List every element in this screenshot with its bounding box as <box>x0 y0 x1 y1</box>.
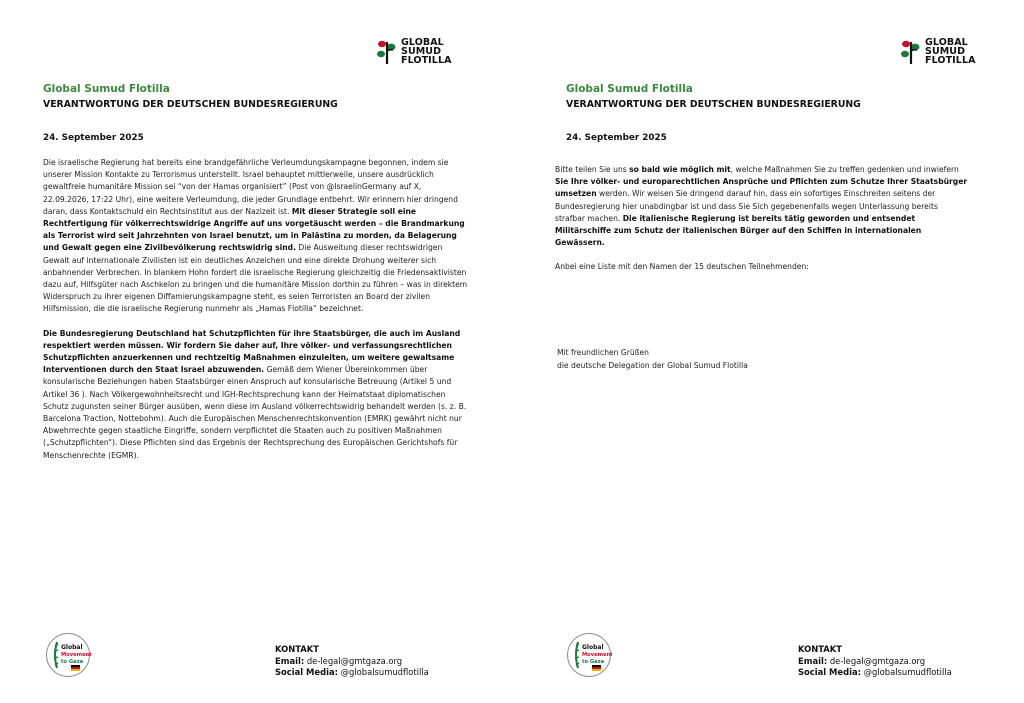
closing-signature: die deutsche Delegation der Global Sumud Flotilla <box>557 360 748 370</box>
flotilla-leaf-icon <box>376 39 398 65</box>
document-subtitle: VERANTWORTUNG DER DEUTSCHEN BUNDESREGIERUNG <box>566 99 861 110</box>
document-page-2 <box>512 0 1024 703</box>
letter-body <box>43 157 468 474</box>
email-value[interactable]: de-legal@gmtgaza.org <box>827 655 926 666</box>
social-label: Social Media: <box>798 667 861 677</box>
letter-body <box>555 164 969 286</box>
logo-line-1: GLOBAL <box>925 37 968 48</box>
closing-greeting: Mit freundlichen Grüßen <box>557 348 649 357</box>
document-subtitle: VERANTWORTUNG DER DEUTSCHEN BUNDESREGIERUNG <box>43 99 338 110</box>
social-label: Social Media: <box>275 667 338 677</box>
bold-text-run: Sie Ihre völker- und europarechtlichen Ansprüche und Pflichten zum Schutze Ihrer Staatsbürger umsetzen <box>555 177 968 199</box>
logo-line-2: SUMUD <box>925 46 966 57</box>
document-date: 24. September 2025 <box>566 133 667 143</box>
bold-text-run: Mit dieser Strategie soll eine Rechtfertigung für völkerrechtswidrige Angriffe auf uns vorgetäuscht werden – die Brandmarkung als Terrorist wird seit Jahrzehnten von Israel benutzt, um in Palästina zu morden, da Belagerung und Gewalt gegen eine Zivilbevölkerung rechtswidrig sind. <box>43 206 465 253</box>
email-label: Email: <box>275 655 305 666</box>
text-run: Die Ausweitung dieser rechtswidrigen Gewalt auf internationale Zivilisten ist ein deutliches Anzeichen und eine direkte Drohung weiterer sich anbahnender Verbrechen. In blankem Hohn fordert die israelische Regierung gleichzeitig die Friedensaktivisten dazu auf, Hilfsgüter nach Aschkelon zu bringen und die humanitäre Mission dorthin zu führen – was in direktem Widerspruch zu ihrer eigenen Diffamierungskampagne steht, es seien Terroristen an Board der zivilen Hilfsmission, die die israelische Regierung nunmehr als „Hamas Flotilla“ bezeichnet. <box>43 243 468 314</box>
text-run: Die israelische Regierung hat bereits eine brandgefährliche Verleumdungskampagne begonnen, indem sie unserer Mission Kontakte zu Terrorismus unterstellt. Israel behauptet mittlerweile, unsere ausdrücklich gewaltfreie humanitäre Mission sei “von der Hamas organisiert” (Post von @IsraelinGermany auf X, 22.09.2026, 17:22 Uhr), eine weitere Verleumdung, die jeder Grundlage entbehrt. Wir erinnern hier dringend daran, dass Kontaktschuld ein Rechtsinstitut aus der Nazizeit ist. <box>43 158 458 216</box>
text-run: , welche Maßnahmen Sie zu treffen gedenken und inwiefern <box>730 165 959 174</box>
contact-block <box>275 644 429 679</box>
logo-line-2: SUMUD <box>401 46 442 57</box>
organization-name: Global Sumud Flotilla <box>43 83 170 95</box>
global-movement-badge <box>45 632 91 678</box>
contact-email <box>798 656 952 668</box>
bold-text-run: Die Bundesregierung Deutschland hat Schutzpflichten für ihre Staatsbürger, die auch im Ausland respektiert werden müssen. Wir fordern Sie daher auf, Ihre völker- und verfassungsrechtlichen Schutzpflichten anzuerkennen und rechtzeitig Maßnahmen einzuleiten, um weitere gewaltsame Interventionen durch den Staat Israel abzuwenden. <box>43 328 461 375</box>
flotilla-logo <box>376 38 452 65</box>
email-label: Email: <box>798 655 828 666</box>
bold-text-run: Die italienische Regierung ist bereits tätig geworden und entsendet Militärschiffe zum Schutz der italienischen Bürger auf den Schiffen in internationalen Gewässern. <box>555 213 922 248</box>
text-run: werden. Wir weisen Sie dringend darauf hin, dass ein sofortiges Einschreiten seitens der Bundesregierung hier unabdingbar ist und dass Sie Sich gegebenenfalls wegen Unterlassung bereits strafbar machen. <box>555 189 938 223</box>
badge-line-1: Global <box>582 644 604 651</box>
closing-block <box>557 347 748 372</box>
paragraph: Anbei eine Liste mit den Namen der 15 deutschen Teilnehmenden: <box>555 262 809 272</box>
flotilla-logo <box>900 38 976 65</box>
logo-line-3: FLOTILLA <box>925 55 976 66</box>
paragraph <box>43 157 468 316</box>
text-run: Bitte teilen Sie uns <box>555 165 630 174</box>
badge-line-1: Global <box>61 644 83 651</box>
paragraph <box>43 328 468 462</box>
badge-line-2: Movement <box>61 652 91 658</box>
social-value[interactable]: @globalsumudflotilla <box>337 667 429 677</box>
badge-line-2: Movement <box>582 652 612 658</box>
bold-text-run: so bald wie möglich mit <box>629 165 731 174</box>
badge-line-3: to Gaza <box>582 659 605 665</box>
logo-line-1: GLOBAL <box>401 37 444 48</box>
paragraph <box>555 164 969 249</box>
flotilla-leaf-icon <box>900 39 922 65</box>
badge-line-3: to Gaza <box>61 659 84 665</box>
social-value[interactable]: @globalsumudflotilla <box>860 667 952 677</box>
email-value[interactable]: de-legal@gmtgaza.org <box>304 655 403 666</box>
document-date: 24. September 2025 <box>43 133 144 143</box>
organization-name: Global Sumud Flotilla <box>566 83 693 95</box>
contact-block <box>798 644 952 679</box>
contact-email <box>275 656 429 668</box>
contact-heading: KONTAKT <box>275 644 319 654</box>
contact-social <box>798 667 952 679</box>
text-run: Gemäß dem Wiener Übereinkommen über konsularische Beziehungen haben Staatsbürger einen Anspruch auf konsularische Betreuung (Artikel 5 und Artikel 36 ). Nach Völkergewohnheitsrecht und IGH-Rechtsprechung kann der Heimatstaat diplomatischen Schutz zugunsten seiner Bürger ausüben, wenn diese im Ausland völkerrechtswidrig behandelt werden (s. z. B. Barcelona Traction, Nottebohm). Auch die Europäischen Menschenrechtskonvention (EMRK) gewährt nicht nur Abwehrrechte gegen staatliche Eingriffe, sondern verpflichtet die Staaten auch zu positiven Maßnahmen („Schutzpflichten“). Diese Pflichten sind das Ergebnis der Rechtsprechung des Europäischen Gerichtshofs für Menschenrechte (EGMR). <box>43 365 467 460</box>
contact-social <box>275 667 429 679</box>
contact-heading: KONTAKT <box>798 644 842 654</box>
global-movement-badge <box>566 632 612 678</box>
logo-line-3: FLOTILLA <box>401 55 452 66</box>
